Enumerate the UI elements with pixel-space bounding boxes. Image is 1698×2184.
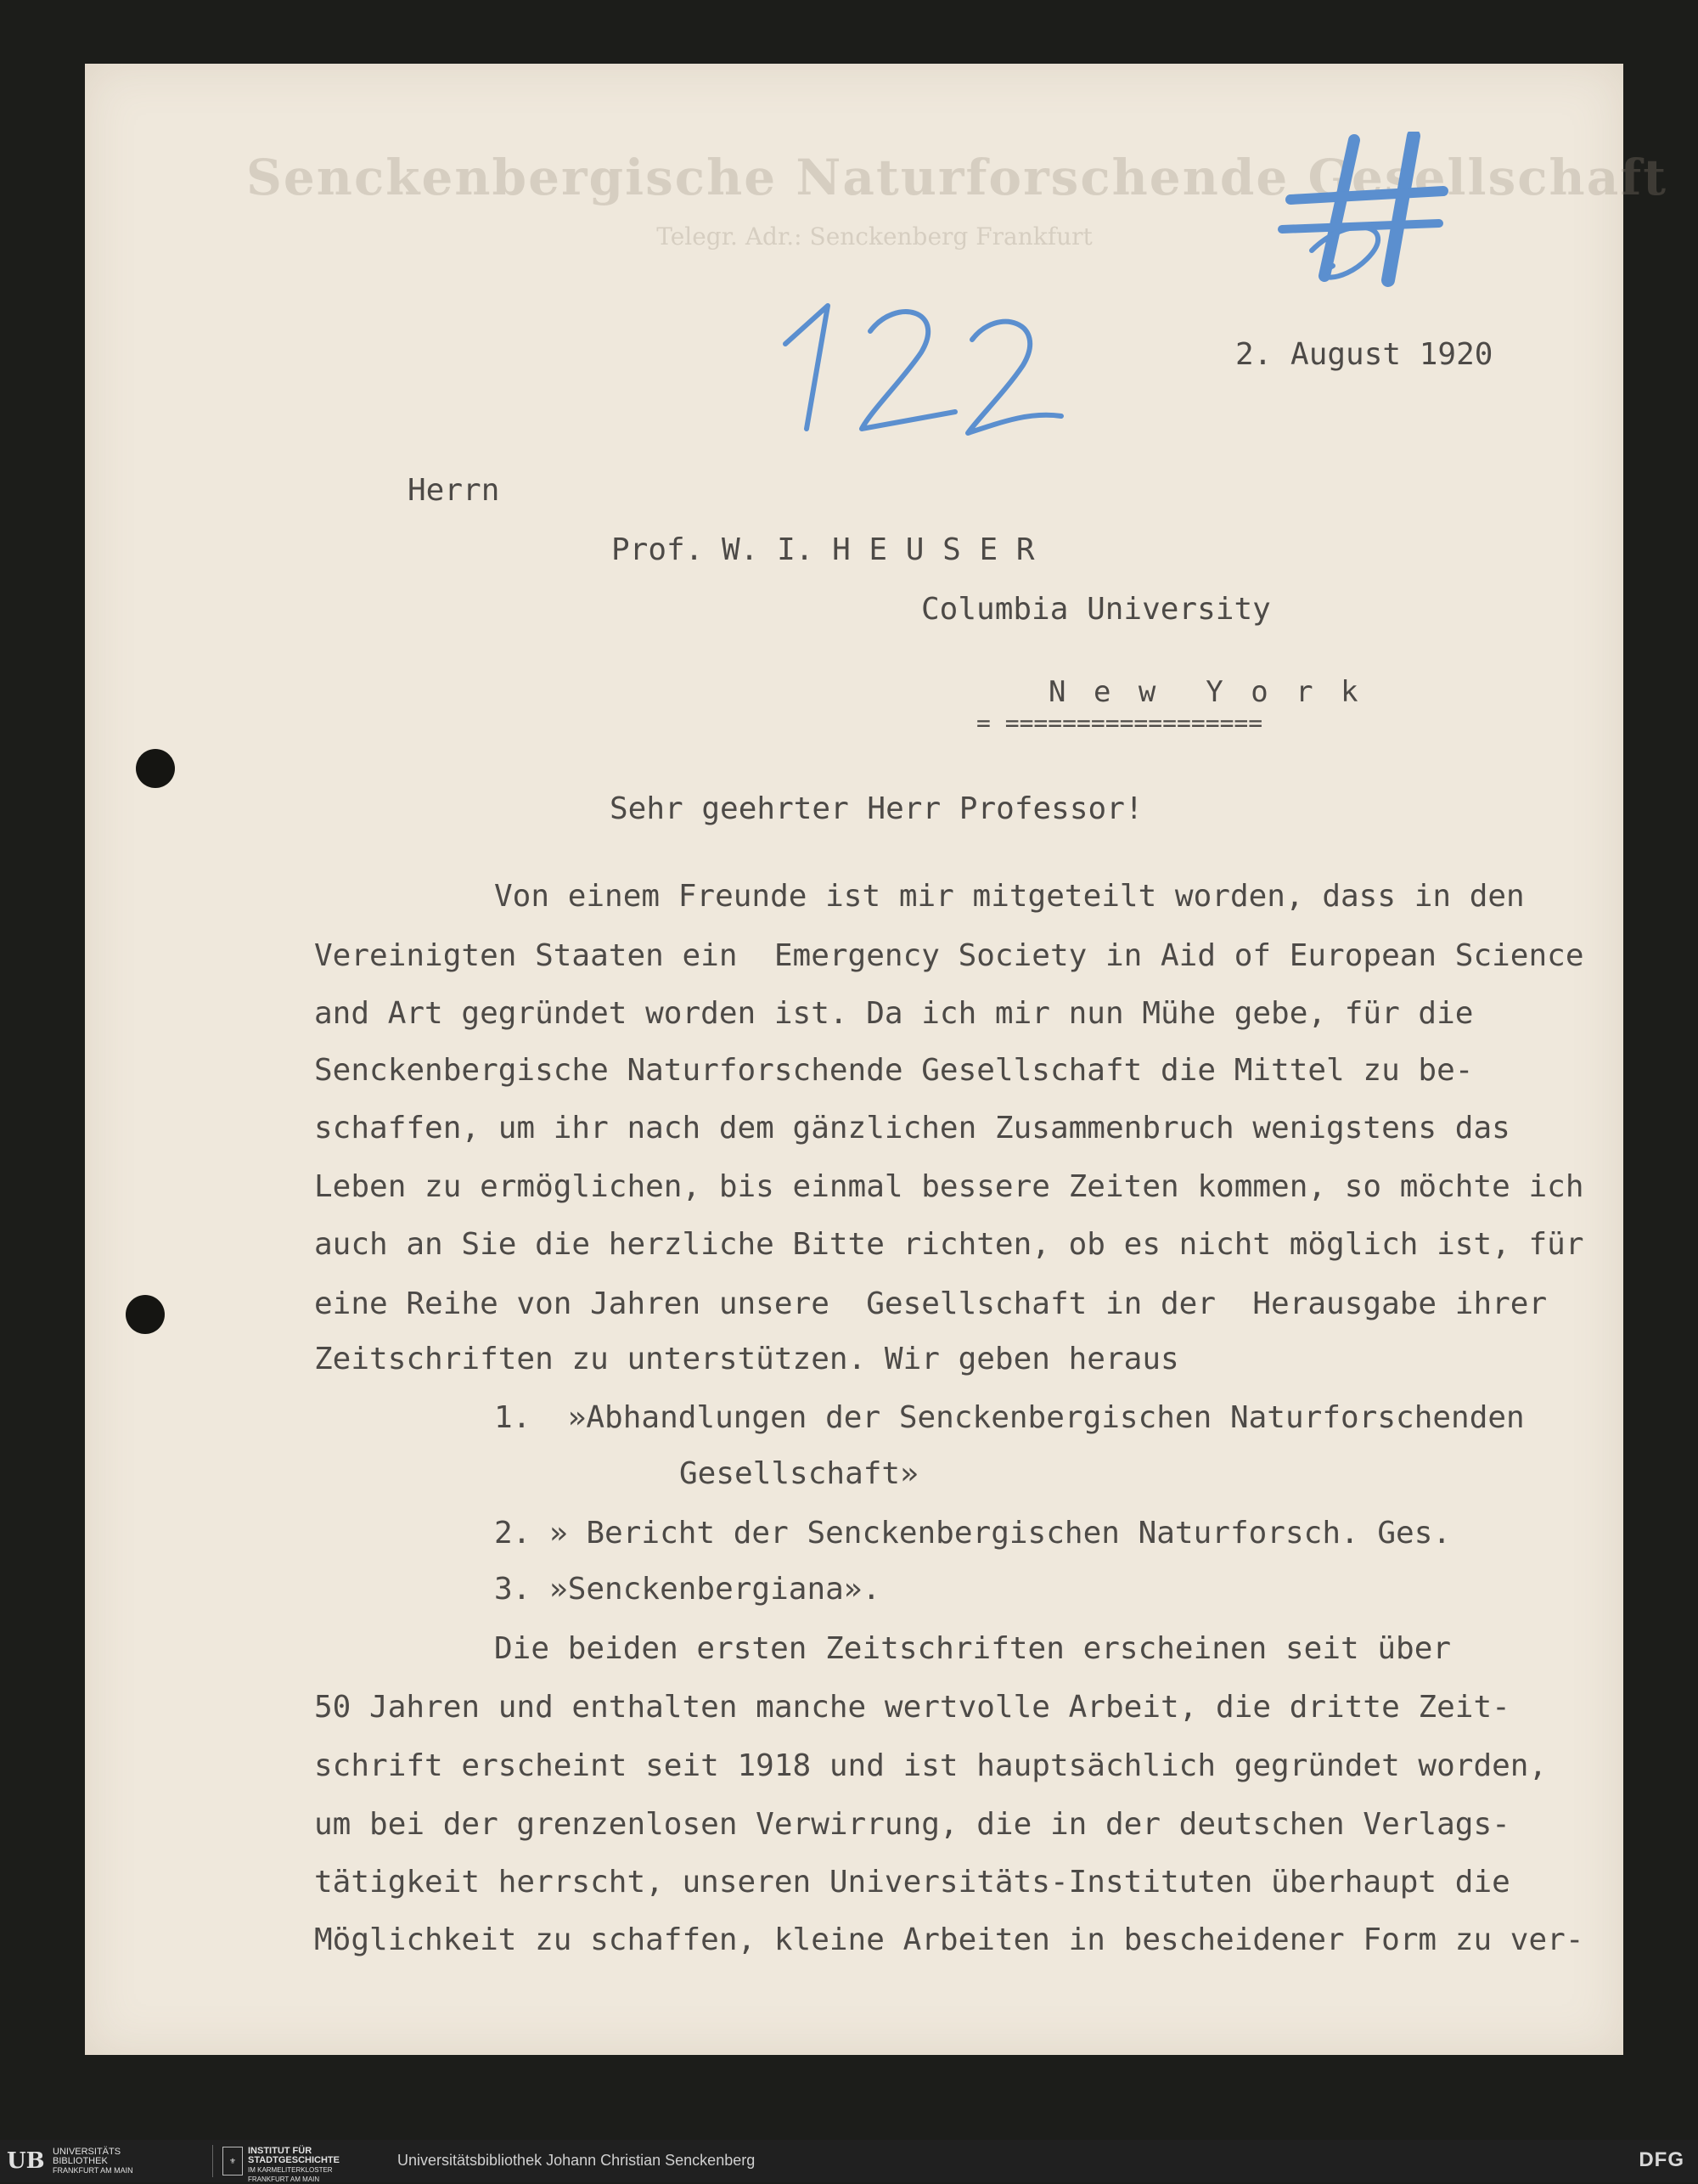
viewer-footer — [0, 2140, 1698, 2182]
punch-hole-bottom — [126, 1295, 165, 1334]
ub-logo-text — [53, 2147, 133, 2176]
body-line: Leben zu ermöglichen, bis einmal bessere Zeiten kommen, so möchte ich — [314, 1169, 1584, 1204]
body-line: Die beiden ersten Zeitschriften erscheinen seit über — [494, 1631, 1452, 1666]
recipient-institution: Columbia University — [921, 592, 1271, 627]
institute-logo — [222, 2145, 358, 2183]
library-name-link[interactable]: Universitätsbibliothek Johann Christian Senckenberg — [397, 2152, 756, 2169]
body-line: Möglichkeit zu schaffen, kleine Arbeiten in bescheidener Form zu ver- — [314, 1922, 1584, 1957]
letter-date: 2. August 1920 — [1235, 337, 1493, 372]
recipient-name: Prof. W. I. H E U S E R — [611, 532, 1035, 567]
institute-logo-line: FRANKFURT AM MAIN — [248, 2176, 320, 2183]
page-number-annotation — [768, 293, 1074, 446]
institute-logo-text — [248, 2147, 340, 2184]
recipient-salutation: Herrn — [408, 473, 500, 508]
publication-list-item: 3. »Senckenbergiana». — [494, 1572, 881, 1607]
dfg-logo: DFG — [1639, 2148, 1684, 2171]
publication-list-item: 2. » Bericht der Senckenbergischen Naturforsch. Ges. — [494, 1516, 1452, 1551]
body-line: auch an Sie die herzliche Bitte richten, ob es nicht möglich ist, für — [314, 1227, 1584, 1262]
publication-list-item: 1. »Abhandlungen der Senckenbergischen Naturforschenden — [494, 1400, 1525, 1435]
ub-logo-line: BIBLIOTHEK — [53, 2156, 108, 2166]
letterhead-society-name: Senckenbergische Naturforschende Gesellschaft — [246, 149, 1668, 206]
archive-mark-icon — [1274, 132, 1460, 301]
body-line: Senckenbergische Naturforschende Gesellschaft die Mittel zu be- — [314, 1053, 1474, 1088]
university-library-logo — [0, 2145, 213, 2177]
body-line: eine Reihe von Jahren unsere Gesellschaft in der Herausgabe ihrer — [314, 1286, 1548, 1321]
body-line: 50 Jahren und enthalten manche wertvolle Arbeit, die dritte Zeit- — [314, 1690, 1510, 1725]
body-line: Vereinigten Staaten ein Emergency Society in Aid of European Science — [314, 938, 1584, 973]
ub-logo-line: UNIVERSITÄTS — [53, 2147, 121, 2157]
publication-list-item-continuation: Gesellschaft» — [679, 1456, 919, 1491]
letterhead-sub-line: Telegr. Adr.: Senckenberg Frankfurt — [656, 222, 1093, 250]
ub-logo-line: FRANKFURT AM MAIN — [53, 2166, 133, 2175]
body-line: tätigkeit herrscht, unseren Universitäts-Instituten überhaupt die — [314, 1865, 1510, 1900]
punch-hole-top — [136, 749, 175, 788]
institute-logo-line: INSTITUT FÜR — [248, 2146, 312, 2156]
body-line: schaffen, um ihr nach dem gänzlichen Zusammenbruch wenigstens das — [314, 1111, 1510, 1145]
ub-logo-mark: UB — [7, 2148, 45, 2174]
recipient-city: N e w Y o r k — [1049, 675, 1363, 709]
body-line: Von einem Freunde ist mir mitgeteilt worden, dass in den — [494, 879, 1525, 914]
letter-greeting: Sehr geehrter Herr Professor! — [610, 791, 1144, 826]
institute-emblem-icon: ⚜ — [222, 2147, 243, 2176]
body-line: and Art gegründet worden ist. Da ich mir nun Mühe gebe, für die — [314, 996, 1474, 1031]
institute-logo-line: STADTGESCHICHTE — [248, 2155, 340, 2165]
body-line: Zeitschriften zu unterstützen. Wir geben heraus — [314, 1342, 1179, 1376]
body-line: schrift erscheint seit 1918 und ist hauptsächlich gegründet worden, — [314, 1748, 1548, 1783]
recipient-city-underline: = ================== — [976, 709, 1263, 737]
body-line: um bei der grenzenlosen Verwirrung, die in der deutschen Verlags- — [314, 1807, 1510, 1842]
institute-logo-line: IM KARMELITERKLOSTER — [248, 2166, 333, 2174]
